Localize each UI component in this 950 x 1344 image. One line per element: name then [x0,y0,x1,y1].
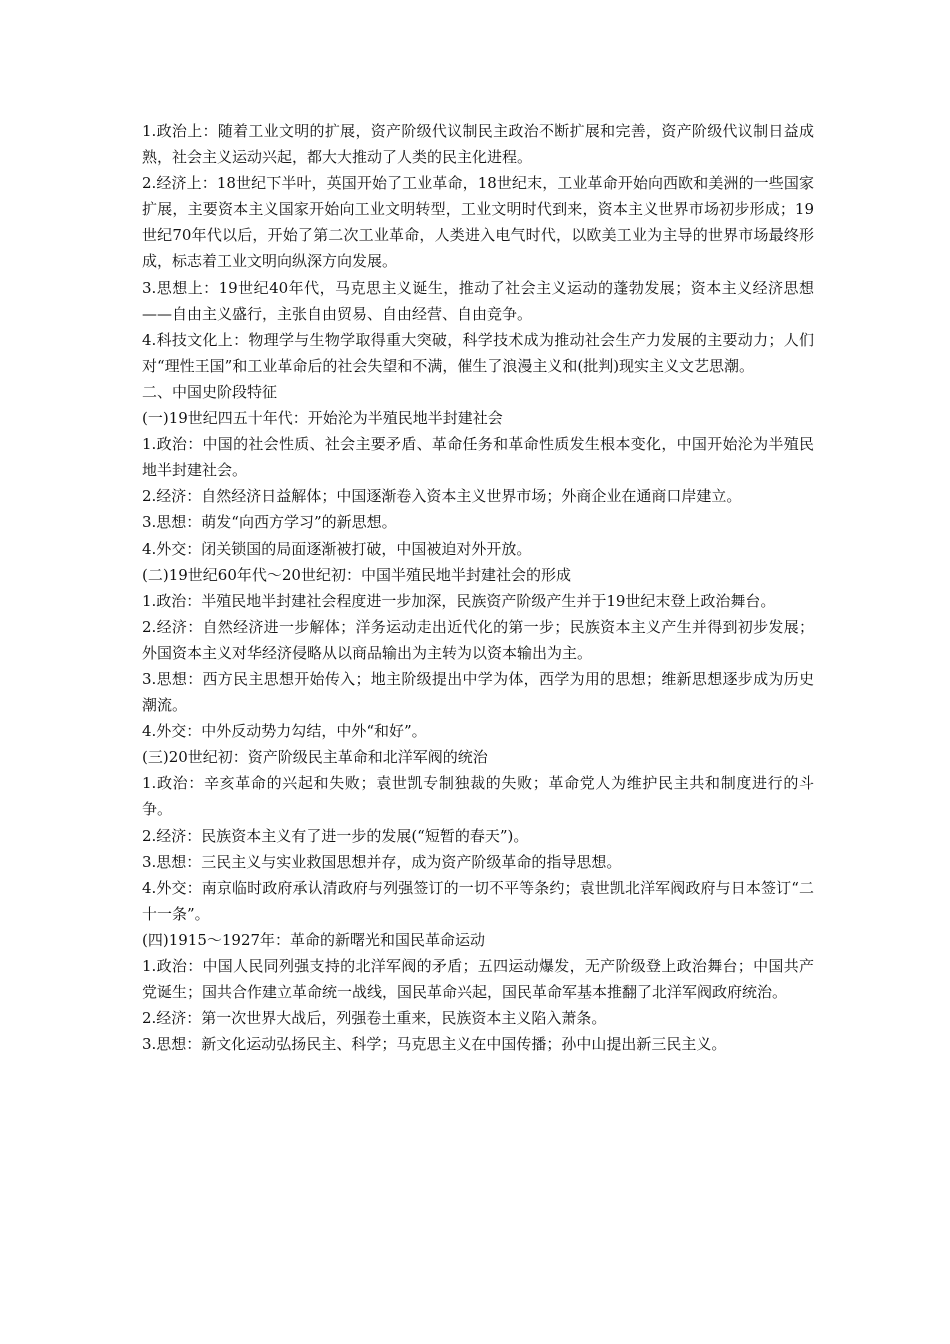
paragraph-stage-4-thought: 3.思想：新文化运动弘扬民主、科学；马克思主义在中国传播；孙中山提出新三民主义。 [142,1035,727,1054]
paragraph-world-thought: 3.思想上：19世纪40年代，马克思主义诞生，推动了社会主义运动的蓬勃发展；资本主义经济思想——自由主义盛行，主张自由贸易、自由经营、自由竞争。 [142,278,814,323]
paragraph-stage-1-economy: 2.经济：自然经济日益解体；中国逐渐卷入资本主义世界市场；外商企业在通商口岸建立。 [142,487,742,506]
subheading-stage-4: (四)1915～1927年：革命的新曙光和国民革命运动 [142,930,486,949]
paragraph-world-science-culture: 4.科技文化上：物理学与生物学取得重大突破，科学技术成为推动社会生产力发展的主要动力；人们对“理性王国”和工业革命后的社会失望和不满，催生了浪漫主义和(批判)现实主义文艺思潮。 [142,330,814,375]
subheading-stage-3: (三)20世纪初：资产阶级民主革命和北洋军阀的统治 [142,748,488,767]
paragraph-stage-3-economy: 2.经济：民族资本主义有了进一步的发展(“短暂的春天”)。 [142,826,529,845]
paragraph-world-politics: 1.政治上：随着工业文明的扩展，资产阶级代议制民主政治不断扩展和完善，资产阶级代议制日益成熟，社会主义运动兴起，都大大推动了人类的民主化进程。 [142,122,814,167]
paragraph-stage-3-diplomacy: 4.外交：南京临时政府承认清政府与列强签订的一切不平等条约；袁世凯北洋军阀政府与日本签订“二十一条”。 [142,878,814,923]
paragraph-stage-2-economy: 2.经济：自然经济进一步解体；洋务运动走出近代化的第一步；民族资本主义产生并得到初步发展；外国资本主义对华经济侵略从以商品输出为主转为以资本输出为主。 [142,617,814,662]
paragraph-stage-2-diplomacy: 4.外交：中外反动势力勾结，中外“和好”。 [142,722,427,741]
subheading-stage-2: (二)19世纪60年代～20世纪初：中国半殖民地半封建社会的形成 [142,565,571,584]
paragraph-stage-1-diplomacy: 4.外交：闭关锁国的局面逐渐被打破，中国被迫对外开放。 [142,539,532,558]
document-page [142,118,814,1057]
paragraph-stage-1-thought: 3.思想：萌发“向西方学习”的新思想。 [142,513,397,532]
paragraph-stage-2-politics: 1.政治：半殖民地半封建社会程度进一步加深，民族资产阶级产生并于19世纪末登上政治舞台。 [142,591,776,610]
paragraph-stage-4-politics: 1.政治：中国人民同列强支持的北洋军阀的矛盾；五四运动爆发，无产阶级登上政治舞台；中国共产党诞生；国共合作建立革命统一战线，国民革命兴起，国民革命军基本推翻了北洋军阀政府统治。 [142,957,814,1002]
paragraph-stage-3-politics: 1.政治：辛亥革命的兴起和失败；袁世凯专制独裁的失败；革命党人为维护民主共和制度进行的斗争。 [142,774,814,819]
paragraph-stage-4-economy: 2.经济：第一次世界大战后，列强卷土重来，民族资本主义陷入萧条。 [142,1009,607,1028]
paragraph-stage-3-thought: 3.思想：三民主义与实业救国思想并存，成为资产阶级革命的指导思想。 [142,852,622,871]
subheading-stage-1: (一)19世纪四五十年代：开始沦为半殖民地半封建社会 [142,409,503,428]
section-heading-china-history: 二、中国史阶段特征 [142,382,278,401]
paragraph-stage-1-politics: 1.政治：中国的社会性质、社会主要矛盾、革命任务和革命性质发生根本变化，中国开始沦为半殖民地半封建社会。 [142,435,814,480]
paragraph-world-economy: 2.经济上：18世纪下半叶，英国开始了工业革命，18世纪末，工业革命开始向西欧和美洲的一些国家扩展，主要资本主义国家开始向工业文明转型，工业文明时代到来，资本主义世界市场初步形成；19世纪70年代以后，开始了第二次工业革命，人类进入电气时代，以欧美工业为主导的世界市场最终形成，标志着工业文明向纵深方向发展。 [142,174,814,271]
paragraph-stage-2-thought: 3.思想：西方民主思想开始传入；地主阶级提出中学为体，西学为用的思想；维新思想逐步成为历史潮流。 [142,669,814,715]
